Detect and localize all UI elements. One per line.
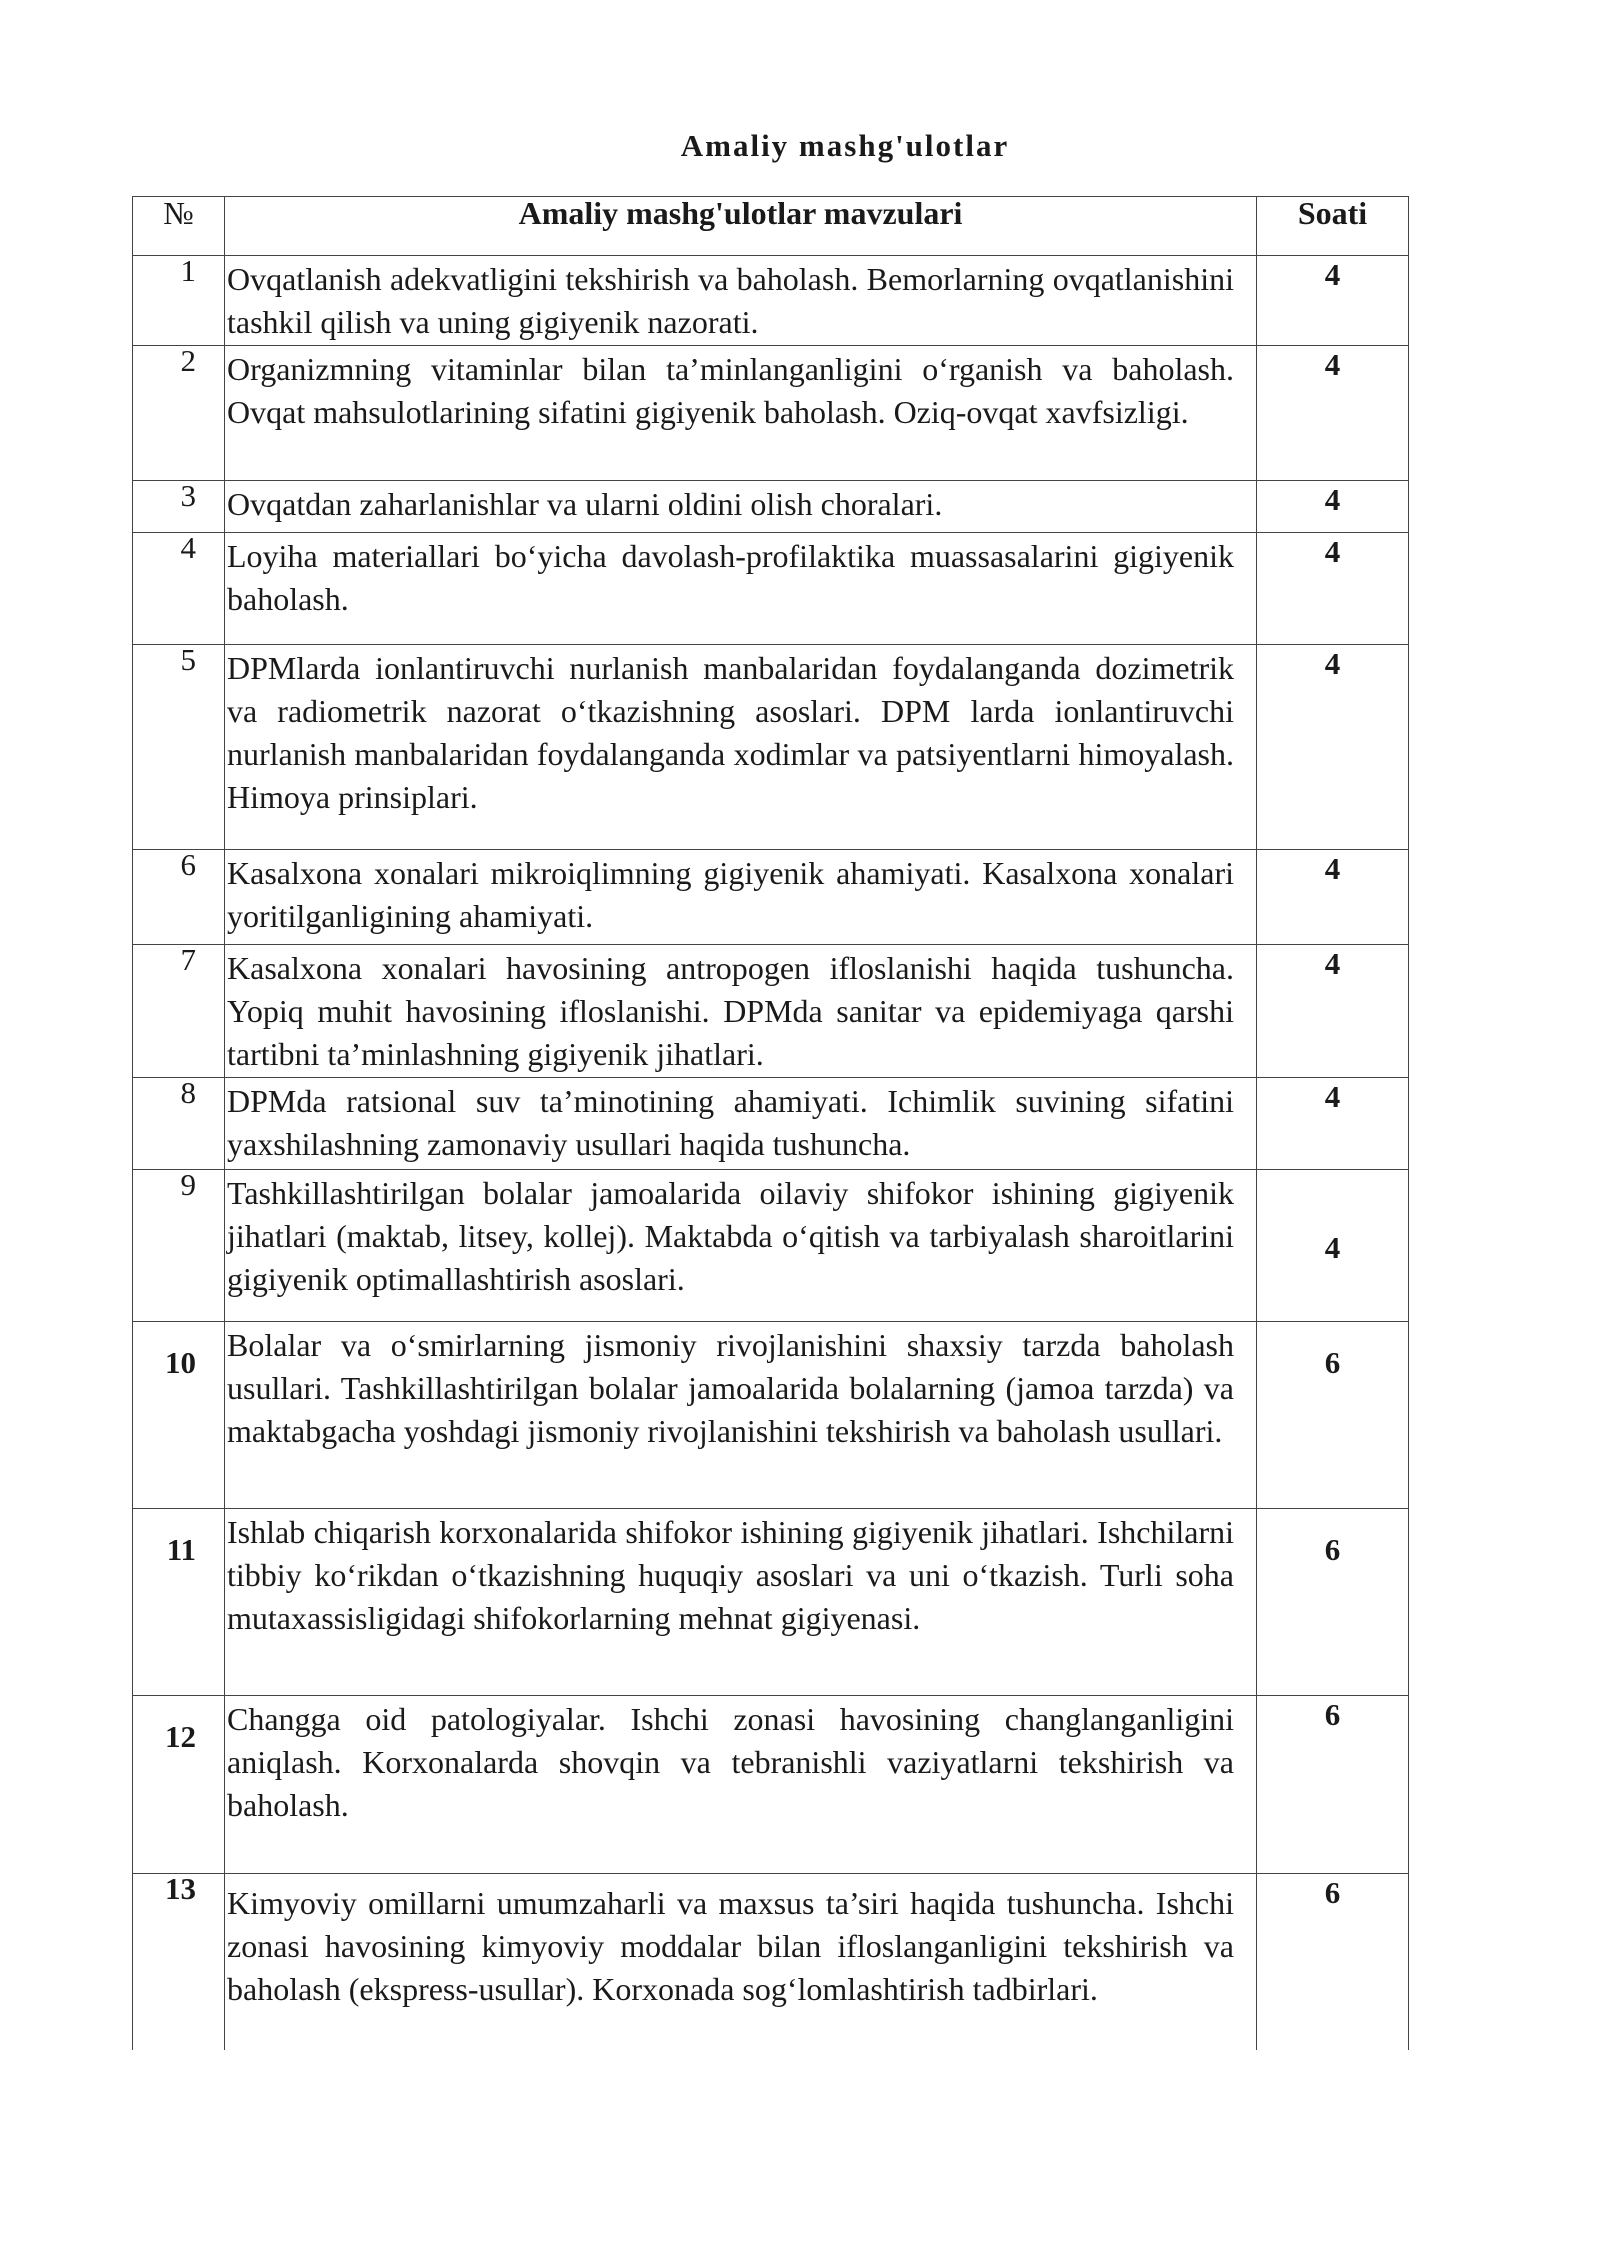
row-number: 10 [133,1322,225,1509]
page-title: Amaliy mashg'ulotlar [680,128,1010,163]
table-row [133,645,1409,850]
row-hours: 4 [1257,1170,1409,1322]
row-number: 12 [133,1696,225,1874]
row-hours: 6 [1257,1696,1409,1874]
table-row [133,1170,1409,1322]
row-number: 4 [133,533,225,645]
table-row [133,1322,1409,1509]
row-number: 7 [133,945,225,1078]
table-row [133,945,1409,1078]
row-number: 9 [133,1170,225,1322]
row-topic: Ovqatlanish adekvatligini tekshirish va baholash. Bemorlarning ovqatlanishini tashkil qilish va uning gigiyenik nazorati. [225,256,1257,346]
row-topic: Changga oid patologiyalar. Ishchi zonasi havosining changlanganligini aniqlash. Korxonalarda shovqin va tebranishli vaziyatlarni tekshirish va baholash. [225,1696,1257,1874]
row-number: 3 [133,481,225,533]
row-hours: 4 [1257,945,1409,1078]
row-hours: 4 [1257,481,1409,533]
row-number: 2 [133,346,225,481]
row-topic: Ovqatdan zaharlanishlar va ularni oldini olish choralari. [225,481,1257,533]
header-topic: Amaliy mashg'ulotlar mavzulari [225,197,1257,256]
table-row [133,850,1409,945]
table-row [133,1509,1409,1696]
table-row [133,256,1409,346]
row-topic: Loyiha materiallari bo‘yicha davolash-profilaktika muassasalarini gigiyenik baholash. [225,533,1257,645]
row-topic: DPMlarda ionlantiruvchi nurlanish manbalaridan foydalanganda dozimetrik va radiometrik nazorat o‘tkazishning asoslari. DPM larda ionlantiruvchi nurlanish manbalaridan foydalanganda xodimlar va patsiyentlarni himoyalash. Himoya prinsiplari. [225,645,1257,850]
row-number: 13 [133,1874,225,2050]
row-topic: Kimyoviy omillarni umumzaharli va maxsus ta’siri haqida tushuncha. Ishchi zonasi havosining kimyoviy moddalar bilan ifloslanganligini tekshirish va baholash (ekspress-usullar). Korxonada sog‘lomlashtirish tadbirlari. [225,1874,1257,2050]
row-topic: Tashkillashtirilgan bolalar jamoalarida oilaviy shifokor ishining gigiyenik jihatlari (maktab, litsey, kollej). Maktabda o‘qitish va tarbiyalash sharoitlarini gigiyenik optimallashtirish asoslari. [225,1170,1257,1322]
table-header-row [133,197,1409,256]
row-number: 1 [133,256,225,346]
header-hours: Soati [1257,197,1409,256]
table-row [133,1874,1409,2050]
row-hours: 4 [1257,645,1409,850]
row-topic: Ishlab chiqarish korxonalarida shifokor ishining gigiyenik jihatlari. Ishchilarni tibbiy ko‘rikdan o‘tkazishning huquqiy asoslari va uni o‘tkazish. Turli soha mutaxassisligidagi shifokorlarning mehnat gigiyenasi. [225,1509,1257,1696]
row-topic: DPMda ratsional suv ta’minotining ahamiyati. Ichimlik suvining sifatini yaxshilashning zamonaviy usullari haqida tushuncha. [225,1078,1257,1170]
row-number: 8 [133,1078,225,1170]
row-topic: Organizmning vitaminlar bilan ta’minlanganligini o‘rganish va baholash. Ovqat mahsulotlarining sifatini gigiyenik baholash. Oziq-ovqat xavfsizligi. [225,346,1257,481]
table-row [133,1696,1409,1874]
row-number: 6 [133,850,225,945]
row-hours: 4 [1257,256,1409,346]
row-number: 5 [133,645,225,850]
table-row [133,346,1409,481]
practical-lessons-table [132,196,1409,2050]
row-topic: Kasalxona xonalari havosining antropogen ifloslanishi haqida tushuncha. Yopiq muhit havosining ifloslanishi. DPMda sanitar va epidemiyaga qarshi tartibni ta’minlashning gigiyenik jihatlari. [225,945,1257,1078]
row-hours: 4 [1257,533,1409,645]
table-row [133,481,1409,533]
table-row [133,1078,1409,1170]
row-hours: 4 [1257,1078,1409,1170]
row-hours: 6 [1257,1509,1409,1696]
row-topic: Bolalar va o‘smirlarning jismoniy rivojlanishini shaxsiy tarzda baholash usullari. Tashkillashtirilgan bolalar jamoalarida bolalarning (jamoa tarzda) va maktabgacha yoshdagi jismoniy rivojlanishini tekshirish va baholash usullari. [225,1322,1257,1509]
row-hours: 4 [1257,850,1409,945]
row-hours: 4 [1257,346,1409,481]
row-hours: 6 [1257,1322,1409,1509]
row-hours: 6 [1257,1874,1409,2050]
row-number: 11 [133,1509,225,1696]
header-number: № [133,197,225,256]
row-topic: Kasalxona xonalari mikroiqlimning gigiyenik ahamiyati. Kasalxona xonalari yoritilganligining ahamiyati. [225,850,1257,945]
table-row [133,533,1409,645]
